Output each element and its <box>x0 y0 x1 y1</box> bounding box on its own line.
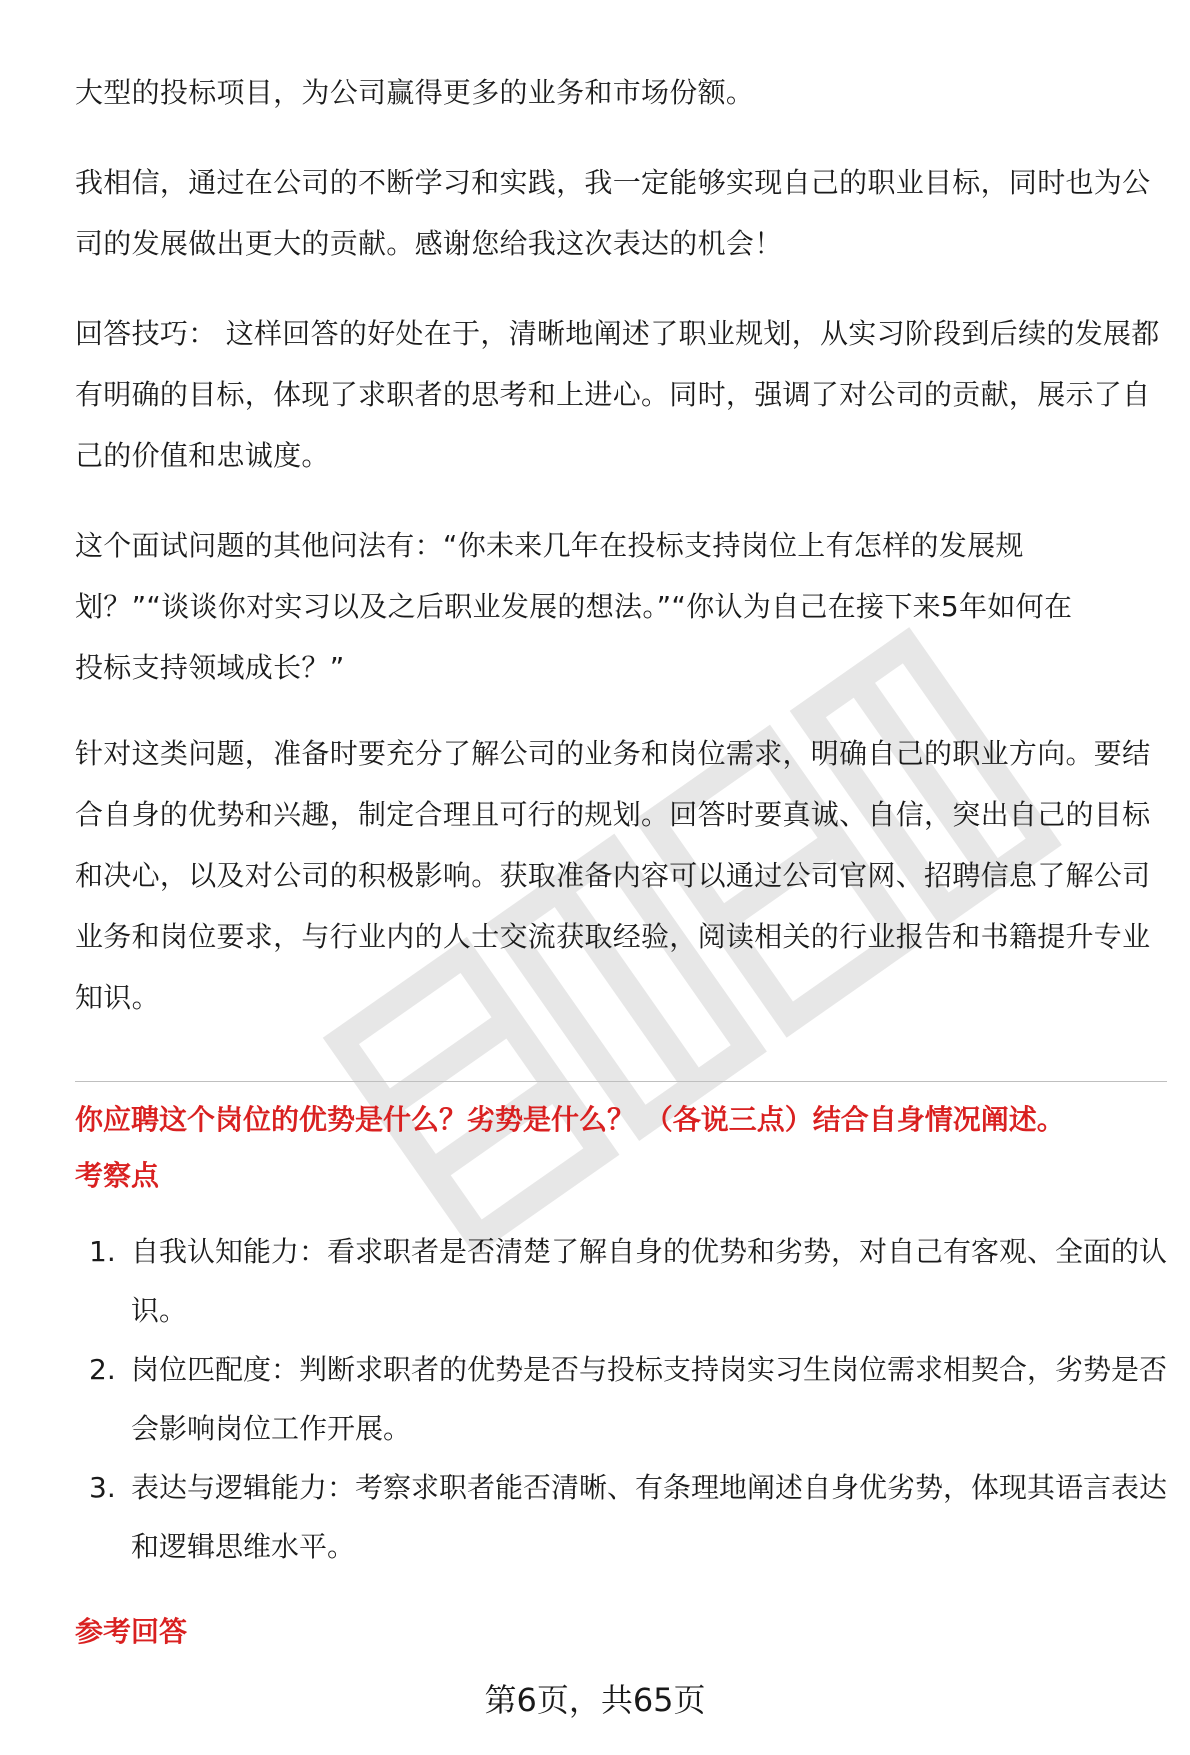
list-item-number: 3. <box>89 1471 116 1504</box>
list-item-number: 2. <box>89 1353 116 1386</box>
reference-answer-heading: 参考回答 <box>75 1615 188 1648</box>
list-item <box>75 1340 1170 1458</box>
list-item <box>75 1458 1170 1576</box>
exam-points-list <box>75 1222 1170 1576</box>
preparation-advice-paragraph: 针对这类问题，准备时要充分了解公司的业务和岗位需求，明确自己的职业方向。要结合自身的优势和兴趣，制定合理且可行的规划。回答时要真诚、自信，突出自己的目标和决心，以及对公司的积极影响。获取准备内容可以通过公司官网、招聘信息了解公司业务和岗位要求，与行业内的人士交流获取经验，阅读相关的行业报告和书籍提升专业知识。 <box>75 737 1151 1014</box>
alternative-questions-paragraph: 这个面试问题的其他问法有：“你未来几年在投标支持岗位上有怎样的发展规划？”“谈谈你对实习以及之后职业发展的想法。”“你认为自己在接下来5年如何在投标支持领域成长？” <box>75 529 1073 684</box>
list-item-number: 1. <box>89 1235 116 1268</box>
list-item-text: 自我认知能力：看求职者是否清楚了解自身的优势和劣势，对自己有客观、全面的认识。 <box>131 1235 1168 1327</box>
page-number-footer: 第6页，共65页 <box>484 1681 706 1719</box>
list-item-text: 表达与逻辑能力：考察求职者能否清晰、有条理地阐述自身优劣势，体现其语言表达和逻辑思维水平。 <box>131 1471 1168 1563</box>
section-divider <box>75 1081 1167 1082</box>
list-item-text: 岗位匹配度：判断求职者的优势是否与投标支持岗实习生岗位需求相契合，劣势是否会影响岗位工作开展。 <box>131 1353 1168 1445</box>
interview-question-heading: 你应聘这个岗位的优势是什么？劣势是什么？ （各说三点）结合自身情况阐述。 <box>75 1103 1065 1136</box>
paragraph-2: 我相信，通过在公司的不断学习和实践，我一定能够实现自己的职业目标，同时也为公司的发展做出更大的贡献。感谢您给我这次表达的机会！ <box>75 166 1151 260</box>
paragraph-1: 大型的投标项目，为公司赢得更多的业务和市场份额。 <box>75 76 755 109</box>
answer-tips-paragraph: 回答技巧： 这样回答的好处在于，清晰地阐述了职业规划，从实习阶段到后续的发展都有明确的目标，体现了求职者的思考和上进心。同时，强调了对公司的贡献，展示了自己的价值和忠诚度。 <box>75 317 1160 472</box>
exam-points-heading: 考察点 <box>75 1159 160 1192</box>
list-item <box>75 1222 1170 1340</box>
